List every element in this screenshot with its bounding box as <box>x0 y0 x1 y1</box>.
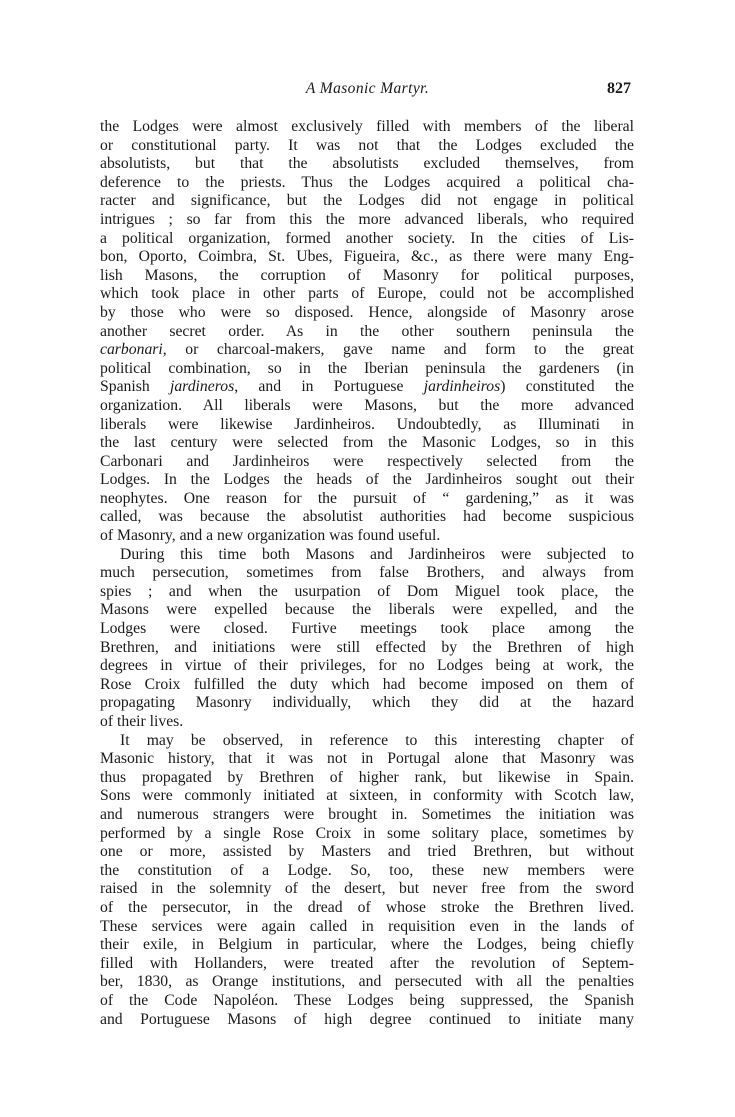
text-line: Lodges. In the Lodges the heads of the Jardinheiros sought out their <box>100 471 634 489</box>
text-line: one or more, assisted by Masters and tried Brethren, but without <box>100 843 634 861</box>
text-line: and Portuguese Masons of high degree continued to initiate many <box>100 1010 634 1028</box>
text-line: of the Code Napoléon. These Lodges being suppressed, the Spanish <box>100 991 634 1009</box>
text-line: Sons were commonly initiated at sixteen, in conformity with Scotch law, <box>100 787 634 805</box>
page-number: 827 <box>607 80 631 97</box>
body-text <box>100 118 634 1029</box>
text-line: and numerous strangers were brought in. Sometimes the initiation was <box>100 805 634 823</box>
running-head <box>100 80 635 100</box>
running-title: A Masonic Martyr. <box>305 80 430 97</box>
text-line: propagating Masonry individually, which they did at the hazard <box>100 694 634 712</box>
text-line: Masonic history, that it was not in Portugal alone that Masonry was <box>100 750 634 768</box>
text-line: Lodges were closed. Furtive meetings took place among the <box>100 620 634 638</box>
text-line: raised in the solemnity of the desert, but never free from the sword <box>100 880 634 898</box>
text-line: of Masonry, and a new organization was found useful. <box>100 527 441 545</box>
text-line: Masons were expelled because the liberals were expelled, and the <box>100 601 634 619</box>
text-line: Brethren, and initiations were still effected by the Brethren of high <box>100 638 634 656</box>
text-line: intrigues ; so far from this the more advanced liberals, who required <box>100 210 634 228</box>
text-line: spies ; and when the usurpation of Dom Miguel took place, the <box>100 582 634 600</box>
text-line: degrees in virtue of their privileges, for no Lodges being at work, the <box>100 657 634 675</box>
text-line: Carbonari and Jardinheiros were respectively selected from the <box>100 452 634 470</box>
text-line: the constitution of a Lodge. So, too, these new members were <box>100 861 634 879</box>
text-line: It may be observed, in reference to this interesting chapter of <box>120 731 634 749</box>
text-line: Spanish jardineros, and in Portuguese jardinheiros) constituted the <box>100 378 634 396</box>
text-line: thus propagated by Brethren of higher rank, but likewise in Spain. <box>100 768 634 786</box>
text-line: of their lives. <box>100 713 184 730</box>
text-line: a political organization, formed another society. In the cities of Lis- <box>100 229 634 247</box>
text-line: called, was because the absolutist authorities had become suspicious <box>100 508 634 526</box>
text-line: neophytes. One reason for the pursuit of “ gardening,” as it was <box>100 489 634 507</box>
text-line: by those who were so disposed. Hence, alongside of Masonry arose <box>100 303 634 321</box>
text-line: of the persecutor, in the dread of whose stroke the Brethren lived. <box>100 898 634 916</box>
text-line: liberals were likewise Jardinheiros. Undoubtedly, as Illuminati in <box>100 415 634 433</box>
text-line: the Lodges were almost exclusively filled with members of the liberal <box>100 118 634 135</box>
text-line: which took place in other parts of Europe, could not be accomplished <box>100 285 634 303</box>
text-line: political combination, so in the Iberian peninsula the gardeners (in <box>100 359 634 377</box>
text-line: much persecution, sometimes from false Brothers, and always from <box>100 564 634 582</box>
text-line: their exile, in Belgium in particular, where the Lodges, being chiefly <box>100 936 634 954</box>
text-line: organization. All liberals were Masons, but the more advanced <box>100 396 634 414</box>
text-line: During this time both Masons and Jardinheiros were subjected to <box>120 545 634 563</box>
text-line: These services were again called in requisition even in the lands of <box>100 917 634 935</box>
text-line: Rose Croix fulfilled the duty which had become imposed on them of <box>100 675 634 693</box>
text-line: absolutists, but that the absolutists excluded themselves, from <box>100 155 634 173</box>
text-line: lish Masons, the corruption of Masonry for political purposes, <box>100 266 634 284</box>
text-line: or constitutional party. It was not that the Lodges excluded the <box>100 136 634 154</box>
text-line: racter and significance, but the Lodges did not engage in political <box>100 192 634 210</box>
text-line: performed by a single Rose Croix in some solitary place, sometimes by <box>100 824 634 842</box>
text-line: filled with Hollanders, were treated after the revolution of Septem- <box>100 954 634 972</box>
text-line: bon, Oporto, Coimbra, St. Ubes, Figueira, &c., as there were many Eng- <box>100 248 634 266</box>
text-line: ber, 1830, as Orange institutions, and persecuted with all the penalties <box>100 973 634 991</box>
text-line: the last century were selected from the Masonic Lodges, so in this <box>100 434 634 452</box>
text-line: deference to the priests. Thus the Lodges acquired a political cha- <box>100 173 634 191</box>
text-line: another secret order. As in the other southern peninsula the <box>100 322 634 340</box>
text-line: carbonari, or charcoal-makers, gave name and form to the great <box>100 341 634 359</box>
